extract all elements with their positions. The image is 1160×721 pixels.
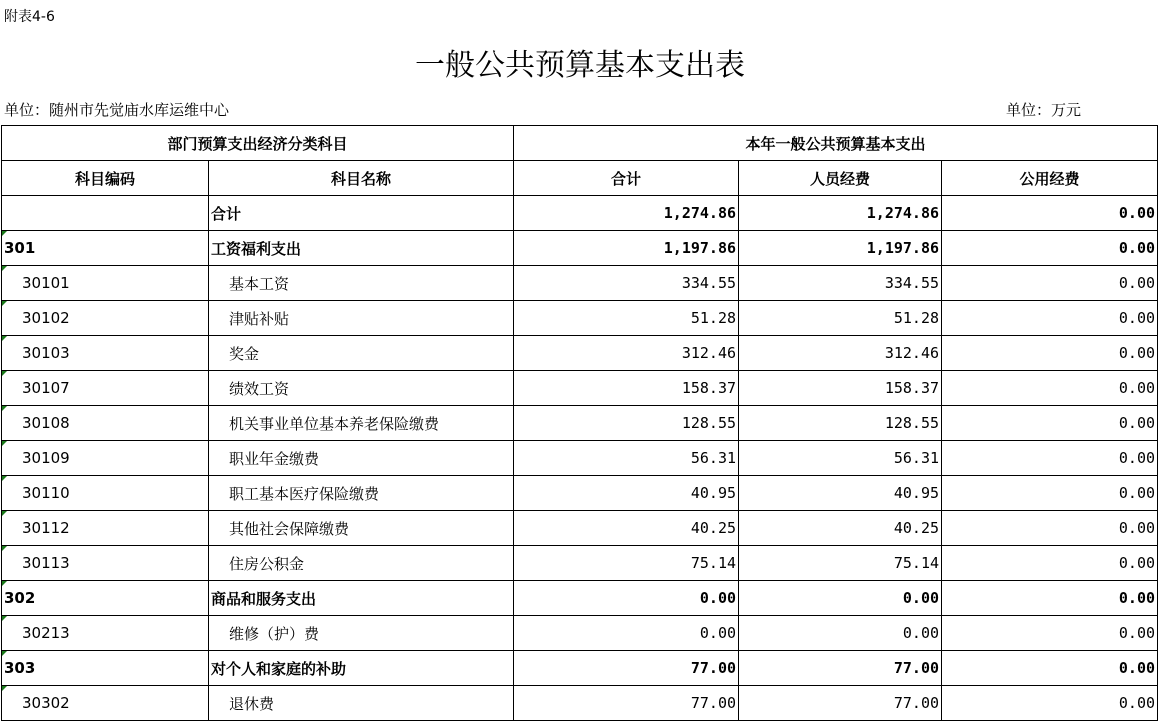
cell-marker-icon (2, 616, 7, 621)
table-row (2, 371, 1158, 406)
row-code (2, 511, 209, 546)
header-group-left: 部门预算支出经济分类科目 (2, 126, 514, 161)
row-total (514, 196, 739, 231)
row-total-text: 51.28 (690, 309, 737, 327)
row-code (2, 336, 209, 371)
row-personnel-text: 158.37 (884, 379, 940, 397)
row-personnel-text: 312.46 (884, 344, 940, 362)
cell-marker-icon (2, 301, 7, 306)
row-total (514, 686, 739, 721)
table-row (2, 476, 1158, 511)
row-public (942, 196, 1158, 231)
row-personnel (739, 406, 942, 441)
row-public-text: 0.00 (1118, 414, 1156, 432)
row-public (942, 616, 1158, 651)
row-personnel-text: 77.00 (893, 694, 940, 712)
row-name (209, 616, 514, 651)
row-total-text: 1,197.86 (663, 239, 737, 257)
row-public-text: 0.00 (1118, 519, 1156, 537)
row-name (209, 406, 514, 441)
row-personnel (739, 511, 942, 546)
row-code (2, 686, 209, 721)
row-total-text: 158.37 (681, 379, 737, 397)
cell-marker-icon (2, 371, 7, 376)
row-name-text: 奖金 (229, 344, 260, 363)
cell-marker-icon (2, 441, 7, 446)
row-code (2, 371, 209, 406)
row-total (514, 441, 739, 476)
row-personnel (739, 371, 942, 406)
row-public-text: 0.00 (1118, 379, 1156, 397)
row-public (942, 546, 1158, 581)
row-total (514, 231, 739, 266)
row-personnel-text: 56.31 (893, 449, 940, 467)
header-group-right: 本年一般公共预算基本支出 (514, 126, 1158, 161)
row-personnel (739, 581, 942, 616)
row-code-text: 30302 (22, 694, 70, 712)
row-code (2, 651, 209, 686)
row-code-text: 302 (4, 589, 36, 607)
row-total-text: 128.55 (681, 414, 737, 432)
row-name-text: 机关事业单位基本养老保险缴费 (229, 414, 440, 433)
row-code (2, 266, 209, 301)
row-personnel (739, 651, 942, 686)
row-public (942, 441, 1158, 476)
header-name: 科目名称 (209, 161, 514, 196)
row-name-text: 其他社会保障缴费 (229, 519, 350, 538)
table-row (2, 406, 1158, 441)
cell-marker-icon (2, 511, 7, 516)
row-name-text: 维修（护）费 (229, 624, 320, 643)
row-public-text: 0.00 (1118, 694, 1156, 712)
row-personnel-text: 334.55 (884, 274, 940, 292)
row-public-text: 0.00 (1118, 589, 1156, 607)
table-row (2, 196, 1158, 231)
header-group-row (2, 126, 1158, 161)
header-total: 合计 (514, 161, 739, 196)
row-public-text: 0.00 (1118, 239, 1156, 257)
row-code (2, 441, 209, 476)
budget-table (1, 125, 1158, 721)
row-name (209, 511, 514, 546)
row-total-text: 40.95 (690, 484, 737, 502)
row-code-text: 30103 (22, 344, 70, 362)
row-name-text: 对个人和家庭的补助 (211, 659, 347, 678)
row-public (942, 651, 1158, 686)
row-public-text: 0.00 (1118, 274, 1156, 292)
row-public-text: 0.00 (1118, 309, 1156, 327)
row-name-text: 商品和服务支出 (211, 589, 317, 608)
row-personnel (739, 231, 942, 266)
row-code-text: 30108 (22, 414, 70, 432)
row-total-text: 334.55 (681, 274, 737, 292)
row-total-text: 77.00 (690, 659, 737, 677)
row-public (942, 371, 1158, 406)
row-name (209, 546, 514, 581)
row-personnel-text: 40.25 (893, 519, 940, 537)
row-total (514, 651, 739, 686)
table-row (2, 651, 1158, 686)
row-total-text: 1,274.86 (663, 204, 737, 222)
unit-currency: 单位：万元 (1006, 101, 1082, 119)
row-personnel (739, 441, 942, 476)
row-total-text: 0.00 (699, 624, 737, 642)
row-total-text: 77.00 (690, 694, 737, 712)
row-public-text: 0.00 (1118, 624, 1156, 642)
row-public-text: 0.00 (1118, 449, 1156, 467)
row-name (209, 371, 514, 406)
row-personnel-text: 1,274.86 (866, 204, 940, 222)
table-row (2, 581, 1158, 616)
row-public-text: 0.00 (1118, 344, 1156, 362)
row-personnel-text: 128.55 (884, 414, 940, 432)
row-name-text: 退休费 (229, 694, 275, 713)
header-code: 科目编码 (2, 161, 209, 196)
row-name (209, 231, 514, 266)
cell-marker-icon (2, 651, 7, 656)
row-total-text: 312.46 (681, 344, 737, 362)
row-total (514, 301, 739, 336)
row-code-text: 301 (4, 239, 36, 257)
row-total-text: 75.14 (690, 554, 737, 572)
row-name (209, 581, 514, 616)
row-code (2, 616, 209, 651)
table-row (2, 616, 1158, 651)
row-total (514, 616, 739, 651)
table-row (2, 686, 1158, 721)
row-personnel (739, 616, 942, 651)
row-name (209, 686, 514, 721)
row-total (514, 511, 739, 546)
row-code-text: 30110 (22, 484, 70, 502)
row-public-text: 0.00 (1118, 204, 1156, 222)
table-row (2, 231, 1158, 266)
row-code (2, 406, 209, 441)
row-public-text: 0.00 (1118, 554, 1156, 572)
row-total (514, 546, 739, 581)
row-code-text: 30112 (22, 519, 70, 537)
row-public (942, 266, 1158, 301)
row-total-text: 56.31 (690, 449, 737, 467)
row-personnel (739, 196, 942, 231)
row-name-text: 工资福利支出 (211, 239, 302, 258)
header-personnel: 人员经费 (739, 161, 942, 196)
row-total (514, 581, 739, 616)
row-personnel (739, 686, 942, 721)
row-name (209, 266, 514, 301)
row-public (942, 301, 1158, 336)
row-code-text: 30101 (22, 274, 70, 292)
cell-marker-icon (2, 266, 7, 271)
cell-marker-icon (2, 476, 7, 481)
cell-marker-icon (2, 406, 7, 411)
row-public (942, 336, 1158, 371)
row-code (2, 581, 209, 616)
row-personnel (739, 301, 942, 336)
row-public-text: 0.00 (1118, 484, 1156, 502)
row-total (514, 371, 739, 406)
cell-marker-icon (2, 581, 7, 586)
page-title: 一般公共预算基本支出表 (415, 48, 745, 83)
row-personnel-text: 75.14 (893, 554, 940, 572)
header-public: 公用经费 (942, 161, 1158, 196)
cell-marker-icon (2, 336, 7, 341)
table-row (2, 266, 1158, 301)
row-personnel-text: 77.00 (893, 659, 940, 677)
row-code-text: 30109 (22, 449, 70, 467)
row-total-text: 40.25 (690, 519, 737, 537)
row-personnel-text: 1,197.86 (866, 239, 940, 257)
row-name-text: 职业年金缴费 (229, 449, 320, 468)
row-public (942, 406, 1158, 441)
row-personnel (739, 336, 942, 371)
row-total (514, 406, 739, 441)
row-code (2, 301, 209, 336)
row-personnel-text: 51.28 (893, 309, 940, 327)
table-row (2, 511, 1158, 546)
row-public (942, 511, 1158, 546)
row-personnel (739, 476, 942, 511)
row-public-text: 0.00 (1118, 659, 1156, 677)
row-code-text: 30213 (22, 624, 70, 642)
row-code-text: 303 (4, 659, 36, 677)
attachment-label: 附表4-6 (4, 9, 55, 25)
row-name-text: 基本工资 (229, 274, 290, 293)
row-total-text: 0.00 (699, 589, 737, 607)
row-code (2, 196, 209, 231)
row-code (2, 231, 209, 266)
row-public (942, 231, 1158, 266)
row-name (209, 196, 514, 231)
table-row (2, 546, 1158, 581)
row-name-text: 职工基本医疗保险缴费 (229, 484, 380, 503)
row-personnel (739, 546, 942, 581)
row-public (942, 686, 1158, 721)
row-name (209, 336, 514, 371)
row-public (942, 476, 1158, 511)
cell-marker-icon (2, 686, 7, 691)
table-row (2, 336, 1158, 371)
row-personnel-text: 0.00 (902, 589, 940, 607)
row-name-text: 绩效工资 (229, 379, 290, 398)
row-code-text: 30107 (22, 379, 70, 397)
row-total (514, 336, 739, 371)
row-name-text: 津贴补贴 (229, 309, 290, 328)
row-name-text: 住房公积金 (229, 554, 305, 573)
unit-organization: 单位：随州市先觉庙水库运维中心 (4, 101, 230, 119)
row-name (209, 301, 514, 336)
row-code-text: 30102 (22, 309, 70, 327)
row-personnel (739, 266, 942, 301)
row-name (209, 476, 514, 511)
table-row (2, 301, 1158, 336)
row-total (514, 476, 739, 511)
row-code (2, 476, 209, 511)
row-name (209, 441, 514, 476)
cell-marker-icon (2, 546, 7, 551)
row-name (209, 651, 514, 686)
cell-marker-icon (2, 231, 7, 236)
row-total (514, 266, 739, 301)
row-name-text: 合计 (211, 204, 242, 223)
header-column-row (2, 161, 1158, 196)
row-code-text: 30113 (22, 554, 70, 572)
row-personnel-text: 40.95 (893, 484, 940, 502)
table-row (2, 441, 1158, 476)
row-personnel-text: 0.00 (902, 624, 940, 642)
row-public (942, 581, 1158, 616)
row-code (2, 546, 209, 581)
